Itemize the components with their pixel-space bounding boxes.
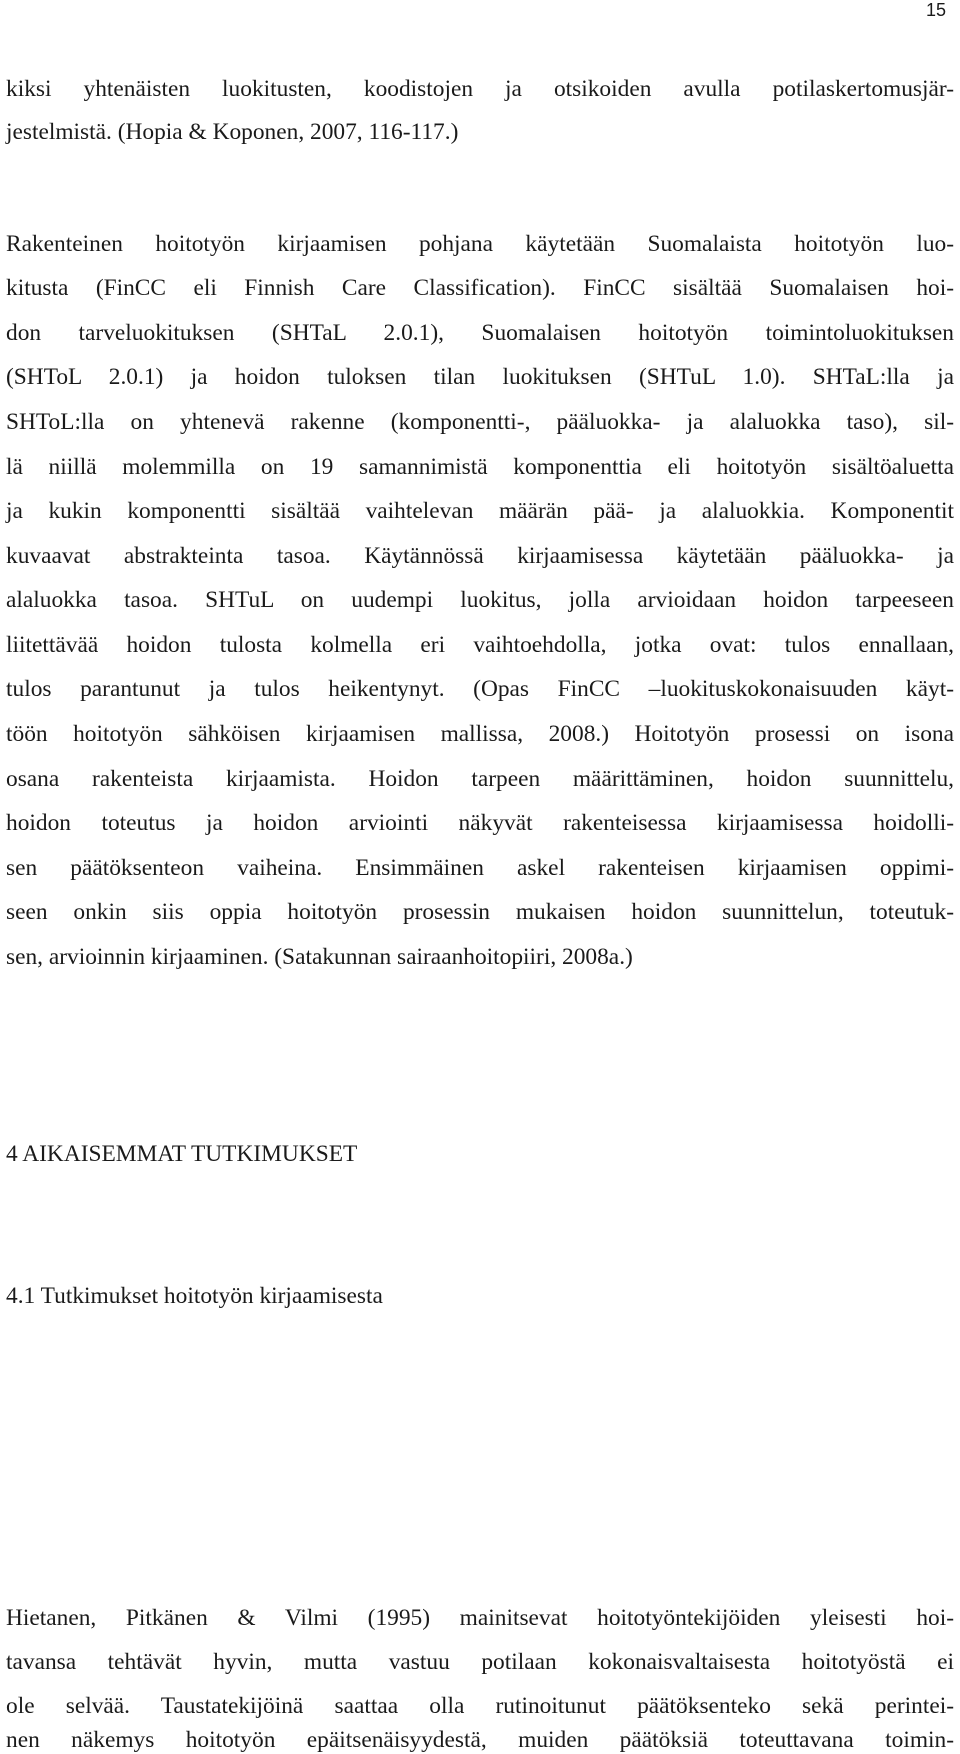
text-line: sen päätöksenteon vaiheina. Ensimmäinen askel rakenteisen kirjaamisen oppimi- [6,855,954,881]
text-line: don tarveluokituksen (SHTaL 2.0.1), Suomalaisen hoitotyön toimintoluokituksen [6,320,954,346]
text-line: kitusta (FinCC eli Finnish Care Classification). FinCC sisältää Suomalaisen hoi- [6,275,954,301]
text-line: tulos parantunut ja tulos heikentynyt. (Opas FinCC –luokituskokonaisuuden käyt- [6,676,954,702]
text-line: lä niillä molemmilla on 19 samannimistä komponenttia eli hoitotyön sisältöaluetta [6,454,954,480]
text-line: jestelmistä. (Hopia & Koponen, 2007, 116-117.) [6,119,459,145]
text-line: töön hoitotyön sähköisen kirjaamisen mallissa, 2008.) Hoitotyön prosessi on isona [6,721,954,747]
text-line: sen, arvioinnin kirjaaminen. (Satakunnan sairaanhoitopiiri, 2008a.) [6,944,633,970]
text-line: kiksi yhtenäisten luokitusten, koodistojen ja otsikoiden avulla potilaskertomusjär- [6,76,954,102]
text-line: SHToL:lla on yhtenevä rakenne (komponentti-, pääluokka- ja alaluokka taso), sil- [6,409,954,435]
text-line: nen näkemys hoitotyön epäitsenäisyydestä, muiden päätöksiä toteuttavana toimin- [6,1727,954,1753]
text-line: hoidon toteutus ja hoidon arviointi näkyvät rakenteisessa kirjaamisessa hoidolli- [6,810,954,836]
text-line: Rakenteinen hoitotyön kirjaamisen pohjana käytetään Suomalaista hoitotyön luo- [6,231,954,257]
text-line: seen onkin siis oppia hoitotyön prosessin mukaisen hoidon suunnittelun, toteutuk- [6,899,954,925]
text-line: (SHToL 2.0.1) ja hoidon tuloksen tilan luokituksen (SHTuL 1.0). SHTaL:lla ja [6,364,954,390]
section-heading: 4.1 Tutkimukset hoitotyön kirjaamisesta [6,1283,383,1309]
page-number: 15 [925,0,946,20]
text-line: alaluokka tasoa. SHTuL on uudempi luokitus, jolla arvioidaan hoidon tarpeeseen [6,587,954,613]
text-line: ole selvää. Taustatekijöinä saattaa olla rutinoitunut päätöksenteko sekä perintei- [6,1693,954,1719]
text-line: ja kukin komponentti sisältää vaihtelevan määrän pää- ja alaluokkia. Komponentit [6,498,954,524]
chapter-heading: 4 AIKAISEMMAT TUTKIMUKSET [6,1141,358,1167]
text-line: kuvaavat abstrakteinta tasoa. Käytännössä kirjaamisessa käytetään pääluokka- ja [6,543,954,569]
text-line: tavansa tehtävät hyvin, mutta vastuu potilaan kokonaisvaltaisesta hoitotyöstä ei [6,1649,954,1675]
text-line: Hietanen, Pitkänen & Vilmi (1995) mainitsevat hoitotyöntekijöiden yleisesti hoi- [6,1605,954,1631]
text-line: osana rakenteista kirjaamista. Hoidon tarpeen määrittäminen, hoidon suunnittelu, [6,766,954,792]
text-line: liitettävää hoidon tulosta kolmella eri vaihtoehdolla, jotka ovat: tulos ennallaan, [6,632,954,658]
